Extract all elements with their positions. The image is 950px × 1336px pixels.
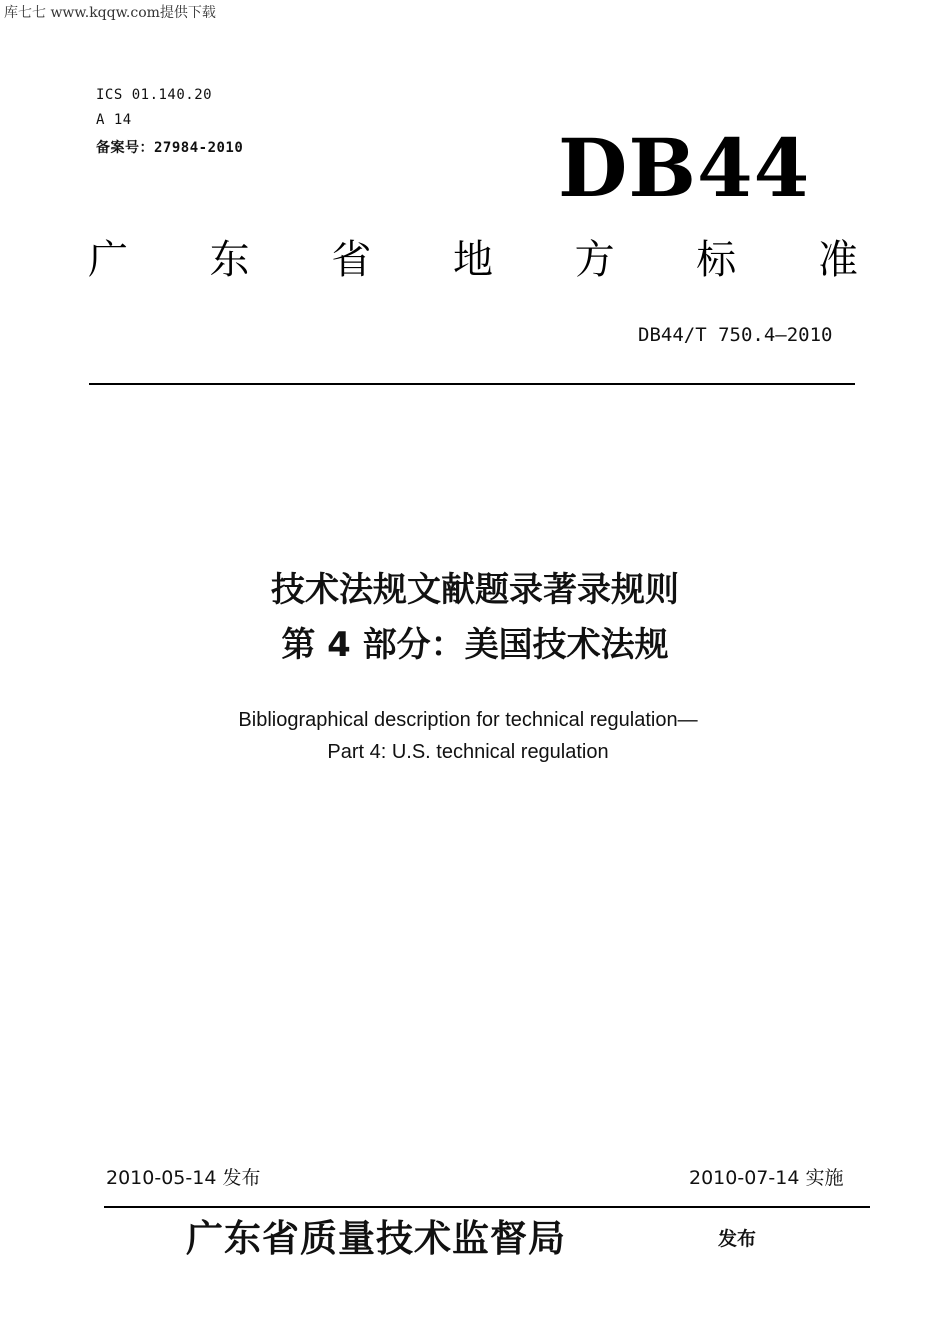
standard-logo: DB44	[558, 121, 811, 215]
record-number: 备案号：27984-2010	[96, 140, 244, 156]
classification-code: A 14	[96, 112, 132, 128]
footer-divider	[104, 1206, 870, 1208]
header-divider	[89, 383, 855, 385]
standard-number: DB44/T 750.4—2010	[638, 324, 833, 346]
standard-type-char: 省	[331, 237, 372, 283]
standard-type-char: 地	[452, 237, 493, 283]
issuing-authority: 广东省质量技术监督局	[186, 1216, 566, 1260]
implementation-date: 2010-07-14 实施	[689, 1167, 844, 1189]
title-english-line-1: Bibliographical description for technical regulation—	[238, 709, 698, 731]
standard-type-char: 广	[88, 237, 128, 283]
ics-code: ICS 01.140.20	[96, 87, 213, 103]
issuer-suffix: 发布	[718, 1228, 757, 1250]
title-chinese-line-1: 技术法规文献题录著录规则	[271, 570, 679, 610]
title-english-line-2: Part 4: U.S. technical regulation	[327, 741, 609, 763]
standard-type-char: 准	[817, 237, 858, 283]
standard-type-heading	[88, 232, 858, 288]
title-chinese-line-2: 第 4 部分：美国技术法规	[281, 625, 669, 665]
standard-type-char: 标	[696, 237, 737, 283]
standard-type-char: 东	[209, 237, 250, 283]
standard-type-char: 方	[574, 237, 615, 283]
issue-date: 2010-05-14 发布	[106, 1167, 261, 1189]
watermark-text: 库七七 www.kqqw.com提供下载	[4, 5, 216, 21]
